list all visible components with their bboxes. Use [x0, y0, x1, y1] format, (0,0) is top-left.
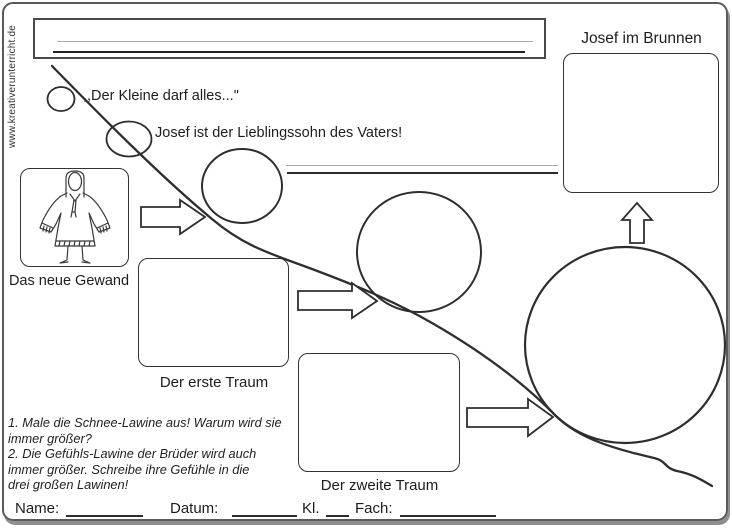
garment-label: Das neue Gewand	[8, 273, 130, 289]
instruction-line-4: immer größer. Schreibe ihre Gefühle in die	[8, 461, 250, 477]
avalanche-circle-3[interactable]	[202, 149, 282, 223]
second-dream-label: Der zweite Traum	[320, 477, 439, 494]
right-arrow-icon-2	[298, 283, 377, 318]
fach-blank-line[interactable]	[400, 515, 496, 517]
fach-label: Fach:	[355, 500, 393, 517]
instruction-line-1: 1. Male die Schnee-Lawine aus! Warum wird sie	[8, 415, 282, 430]
name-blank-line[interactable]	[66, 515, 143, 517]
up-arrow-icon	[622, 203, 652, 243]
klasse-label: Kl.	[302, 500, 320, 517]
right-arrow-icon-3	[467, 399, 553, 436]
instructions-text	[8, 415, 308, 493]
name-label: Name:	[15, 500, 60, 517]
datum-label: Datum:	[170, 500, 219, 517]
instruction-line-2: immer größer?	[8, 430, 92, 446]
small-snowball-caption: ,,Der Kleine darf alles..."	[83, 88, 239, 104]
datum-blank-line[interactable]	[232, 515, 297, 517]
josef-brunnen-label: Josef im Brunnen	[581, 30, 702, 47]
watermark-url: www.kreativerunterricht.de	[7, 24, 18, 148]
first-dream-label: Der erste Traum	[159, 374, 269, 391]
avalanche-circle-1	[48, 87, 75, 111]
instruction-line-3: 2. Die Gefühls-Lawine der Brüder wird auch	[8, 446, 257, 462]
klasse-blank-line[interactable]	[326, 515, 349, 517]
instruction-line-5: drei großen Lawinen!	[8, 477, 129, 493]
second-snowball-caption: Josef ist der Lieblingssohn des Vaters!	[155, 125, 403, 141]
